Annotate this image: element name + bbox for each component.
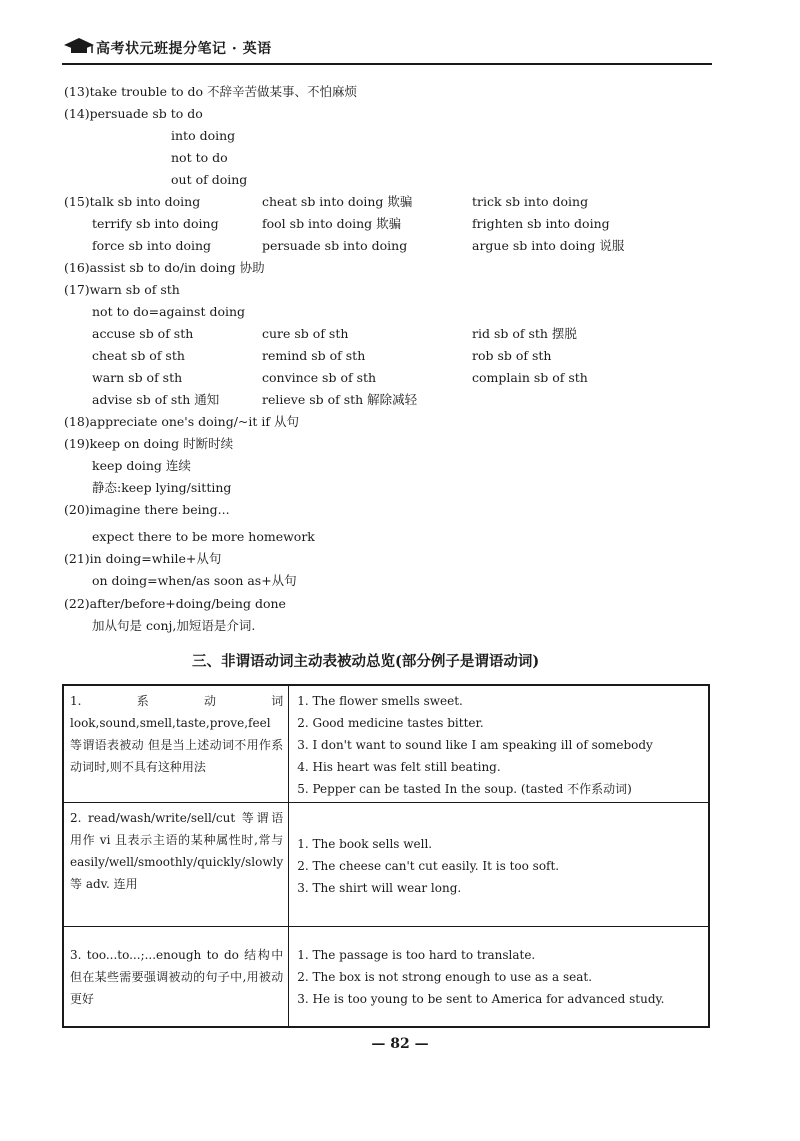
note-line: fool sb into doing 欺骗 xyxy=(262,216,402,231)
examples-cell xyxy=(289,685,709,803)
examples-cell xyxy=(289,927,709,1027)
example-sentence: 3. The shirt will wear long. xyxy=(297,880,462,895)
example-sentence: 4. His heart was felt still beating. xyxy=(297,760,501,774)
note-line: into doing xyxy=(171,128,236,143)
note-line: keep doing 连续 xyxy=(92,458,191,473)
summary-table xyxy=(62,684,710,1028)
note-line: (13)take trouble to do 不辞辛苦做某事、不怕麻烦 xyxy=(64,84,358,99)
note-line: (18)appreciate one's doing/~it if 从句 xyxy=(64,414,299,429)
table-row xyxy=(63,685,709,803)
note-line: rid sb of sth 摆脱 xyxy=(472,326,577,341)
note-line: (21)in doing=while+从句 xyxy=(64,551,222,566)
note-line: advise sb of sth 通知 xyxy=(92,392,220,407)
example-sentence: 3. I don't want to sound like I am speaking ill of somebody xyxy=(297,738,653,752)
note-line: rob sb of sth xyxy=(472,348,552,363)
graduation-cap-icon xyxy=(62,36,96,56)
example-sentence: 1. The passage is too hard to translate. xyxy=(297,948,536,963)
header-title: 高考状元班提分笔记 · 英语 xyxy=(96,41,272,57)
table-row xyxy=(63,803,709,927)
example-sentence: 1. The book sells well. xyxy=(297,836,433,851)
note-line: (19)keep on doing 时断时续 xyxy=(64,436,234,451)
example-sentence: 3. He is too young to be sent to America for advanced study. xyxy=(297,992,665,1007)
note-line: (15)talk sb into doing xyxy=(64,194,201,209)
note-line: relieve sb of sth 解除减轻 xyxy=(262,392,418,407)
note-line: frighten sb into doing xyxy=(472,216,610,231)
note-line: not to do xyxy=(171,150,228,165)
rule-cell xyxy=(63,927,289,1027)
rule-cell xyxy=(63,685,289,803)
note-line: cheat sb into doing 欺骗 xyxy=(262,194,413,209)
note-line: cheat sb of sth xyxy=(92,348,185,363)
note-line: accuse sb of sth xyxy=(92,326,194,341)
examples-list xyxy=(289,686,708,802)
examples-list xyxy=(289,940,708,1012)
example-sentence: 5. Pepper can be tasted In the soup. (tasted 不作系动词) xyxy=(297,782,632,796)
rule-text: 1.系动词 look,sound,smell,taste,prove,feel 等谓语表被动 但是当上述动词不用作系动词时,则不具有这种用法 xyxy=(70,694,284,774)
note-line: warn sb of sth xyxy=(92,370,183,385)
rule-cell xyxy=(63,803,289,927)
section-title: 三、非谓语动词主动表被动总览(部分例子是谓语动词) xyxy=(192,653,540,670)
note-line: convince sb of sth xyxy=(262,370,377,385)
note-line: out of doing xyxy=(171,172,248,187)
note-line: (14)persuade sb to do xyxy=(64,106,203,121)
rule-text: 3. too...to...;...enough to do 结构中但在某些需要强调被动的句子中,用被动更好 xyxy=(70,948,284,1007)
note-line: on doing=when/as soon as+从句 xyxy=(92,573,297,588)
note-line: 加从句是 conj,加短语是介词. xyxy=(92,618,256,633)
note-line: argue sb into doing 说服 xyxy=(472,238,625,253)
header-bar xyxy=(62,34,712,60)
note-line: force sb into doing xyxy=(92,238,212,253)
note-line: persuade sb into doing xyxy=(262,238,408,253)
examples-list xyxy=(289,829,708,901)
note-line: 静态:keep lying/sitting xyxy=(92,480,232,495)
page-number: — 82 — xyxy=(371,1036,429,1052)
note-line: (16)assist sb to do/in doing 协助 xyxy=(64,260,265,275)
note-line: trick sb into doing xyxy=(472,194,589,209)
rule-text: 2. read/wash/write/sell/cut 等谓语用作 vi 且表示主语的某种属性时,常与 easily/well/smoothly/quickly/slowly 等 adv. 连用 xyxy=(70,811,284,891)
note-line: not to do=against doing xyxy=(92,304,246,319)
example-sentence: 2. The cheese can't cut easily. It is too soft. xyxy=(297,858,560,873)
note-line: complain sb of sth xyxy=(472,370,588,385)
note-line: expect there to be more homework xyxy=(92,529,315,544)
note-line: cure sb of sth xyxy=(262,326,349,341)
header-divider xyxy=(62,63,712,65)
note-line: (22)after/before+doing/being done xyxy=(64,596,286,611)
example-sentence: 2. The box is not strong enough to use as a seat. xyxy=(297,970,593,985)
note-line: (20)imagine there being... xyxy=(64,502,230,517)
note-line: (17)warn sb of sth xyxy=(64,282,180,297)
example-sentence: 2. Good medicine tastes bitter. xyxy=(297,716,484,730)
examples-cell xyxy=(289,803,709,927)
note-line: terrify sb into doing xyxy=(92,216,219,231)
note-line: remind sb of sth xyxy=(262,348,366,363)
table-row xyxy=(63,927,709,1027)
example-sentence: 1. The flower smells sweet. xyxy=(297,694,463,708)
